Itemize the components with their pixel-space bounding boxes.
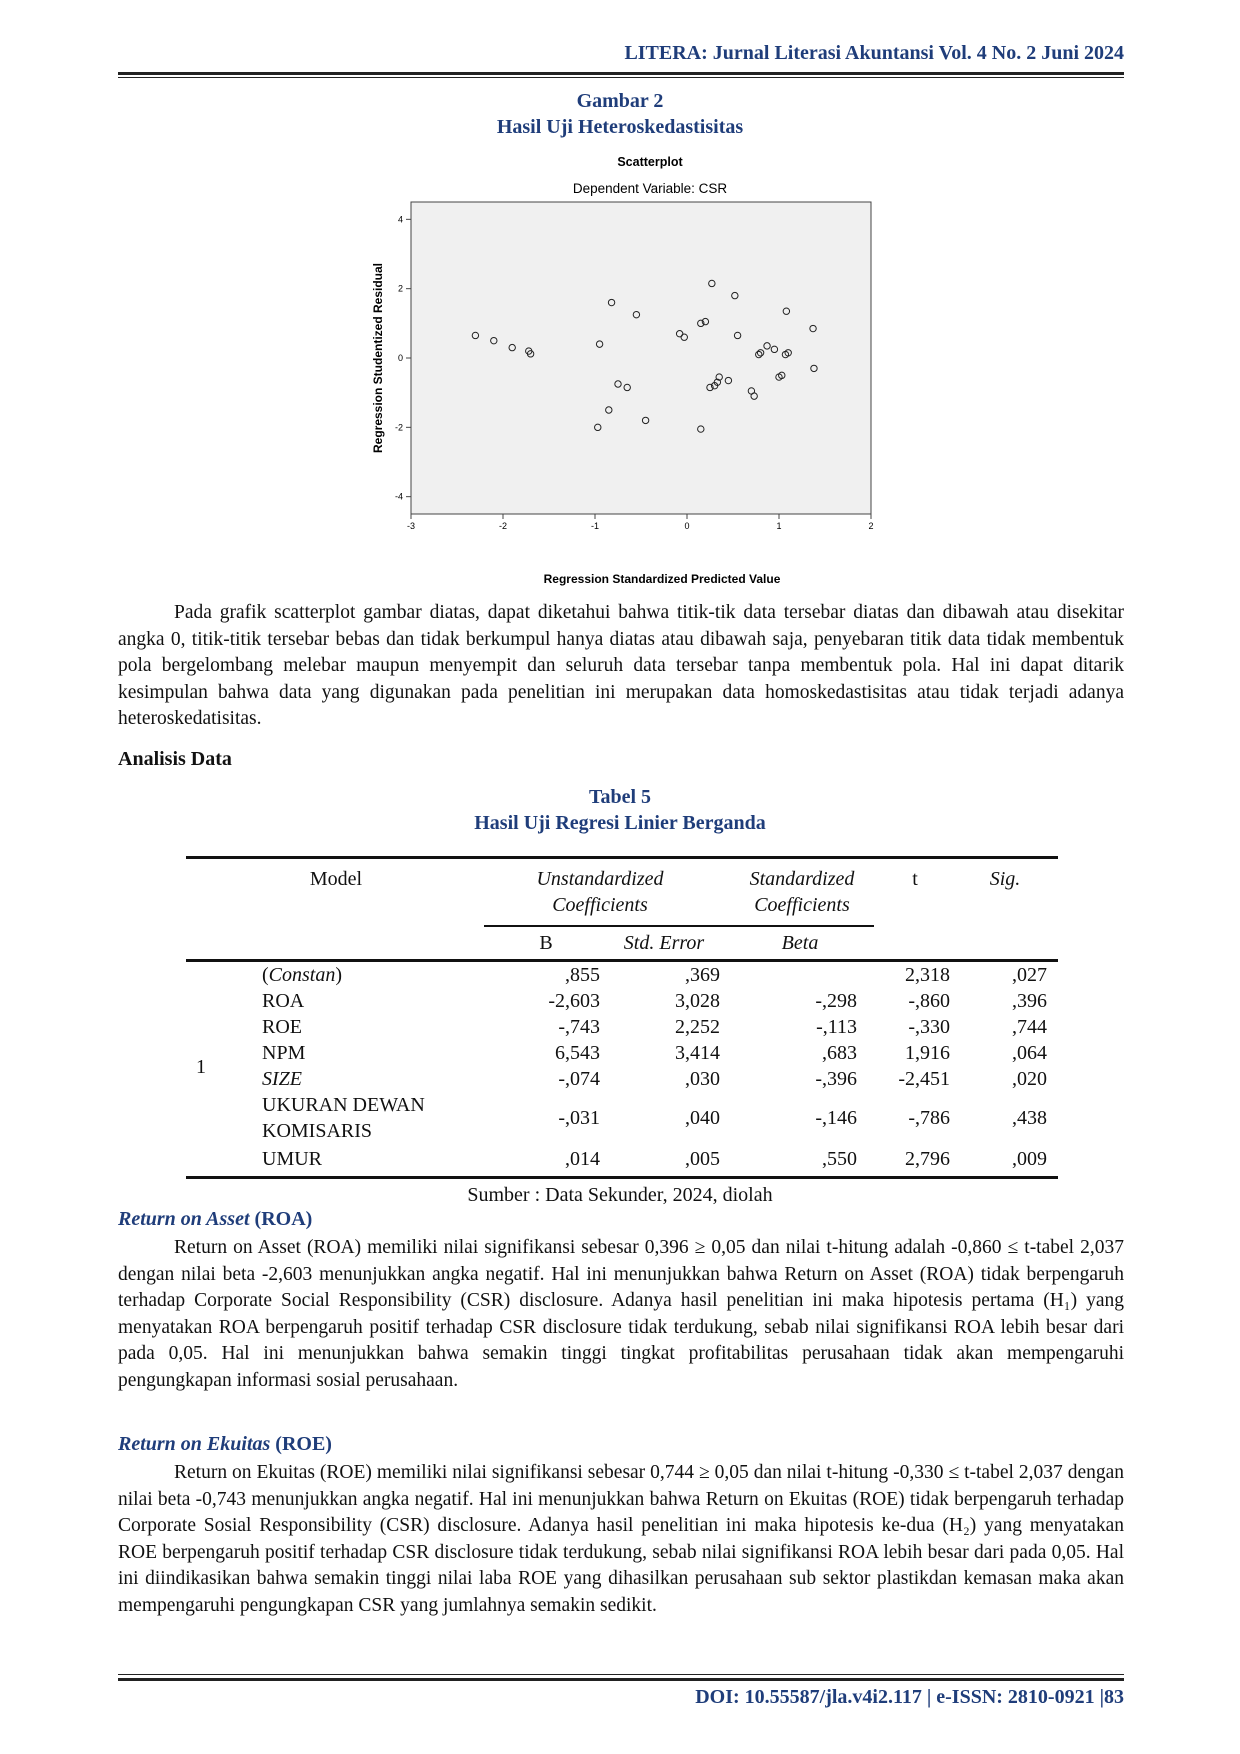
cell-t: 2,318 [905,964,950,986]
paragraph-roa: Return on Asset (ROA) memiliki nilai signifikansi sebesar 0,396 ≥ 0,05 dan nilai t-hitung adalah -0,860 ≤ t-tabel 2,037 dengan nilai beta -2,603 menunjukkan angka negatif. Hal ini menunjukkan bahwa Return on Asset (ROA) tidak berpengaruh terhadap Corporate Social Responsibility (CSR) disclosure. Adanya hasil penelitian ini maka hipotesis pertama (H₁) yang menyatakan ROA berpengaruh positif terhadap CSR disclosure tidak terdukung, sebab nilai signifikansi ROA lebih besar dari pada 0,05. Hal ini menunjukkan bahwa semakin tinggi tingkat profitabilitas perusahaan tidak akan mempengaruhi pengungkapan informasi sosial perusahaan. [118,1237,1124,1391]
cell-beta: -,113 [816,1016,857,1038]
chart-title: Scatterplot [617,155,683,169]
cell-se: ,030 [685,1068,720,1090]
th-std-error: Std. Error [623,932,705,954]
row-name-italic-part: Constan [268,964,336,986]
footer-doi: DOI: 10.55587/jla.v4i2.117 | e-ISSN: 2810-0921 |83 [695,1686,1124,1708]
y-tick-label: -2 [394,422,403,433]
cell-b: 6,543 [555,1042,600,1064]
x-tick-label: 1 [776,521,782,531]
table-rule-bottom [186,1176,1058,1179]
cell-t: -,860 [908,990,950,1012]
cell-t: -,330 [908,1016,950,1038]
th-model: Model [309,868,363,890]
model-number: 1 [196,1056,206,1078]
header-rule-thick [118,72,1124,75]
cell-b: ,014 [565,1148,600,1170]
row-name: SIZE [262,1068,302,1090]
journal-header: LITERA: Jurnal Literasi Akuntansi Vol. 4 No. 2 Juni 2024 [624,42,1124,64]
x-tick-label: -1 [590,521,600,531]
row-name: ROE [262,1016,302,1038]
chart-subtitle: Dependent Variable: CSR [572,181,728,196]
x-axis-label: Regression Standardized Predicted Value [543,572,781,586]
cell-t: -2,451 [898,1068,950,1090]
paragraph-roe: Return on Ekuitas (ROE) memiliki nilai signifikansi sebesar 0,744 ≥ 0,05 dan nilai t-hitung -0,330 ≤ t-tabel 2,037 dengan nilai beta -0,743 menunjukkan angka negatif. Hal ini menunjukkan bahwa Return on Ekuitas (ROE) tidak berpengaruh terhadap Corporate Sosial Responsibility (CSR) disclosure. Adanya hasil penelitian ini maka hipotesis ke-dua (H₂) yang menyatakan ROE berpengaruh positif terhadap CSR disclosure tidak terdukung, sebab nilai signifikansi ROA lebih besar dari pada 0,05. Hal ini diindikasikan bahwa semakin tinggi nilai laba ROE yang dihasilkan perusahaan sub sektor plastikdan kemasan maka akan mempengaruhi pengungkapan CSR yang jumlahnya semakin sedikit. [118,1462,1124,1616]
figure-number: Gambar 2 [576,90,664,112]
cell-sig: ,020 [1012,1068,1047,1090]
paragraph-scatterplot: Pada grafik scatterplot gambar diatas, dapat diketahui bahwa titik-tik data tersebar diatas dan dibawah atau disekitar angka 0, titik-titik tersebar bebas dan tidak berkumpul hanya diatas atau dibawah saja, penyebaran titik data tidak membentuk pola bergelombang melebar maupun menyempit dan seluruh data tersebar tanpa membentuk pola. Hal ini dapat ditarik kesimpulan bahwa data yang digunakan pada penelitian ini merupakan data homoskedastisitas atau tidak terjadi adanya heteroskedatisitas. [118,602,1124,729]
cell-sig: ,027 [1012,964,1047,986]
cell-beta: -,396 [815,1068,857,1090]
x-tick-label: 0 [684,521,690,531]
row-name: UKURAN DEWAN KOMISARIS [262,1094,425,1142]
th-t: t [912,868,918,890]
cell-b: -,743 [558,1016,600,1038]
row-name: (Constan) [262,964,343,986]
cell-beta: -,298 [815,990,857,1012]
table-title: Hasil Uji Regresi Linier Berganda [474,812,766,834]
heading-roa-italic: Return on Asset [118,1208,250,1230]
table-source: Sumber : Data Sekunder, 2024, diolah [467,1184,773,1206]
cell-b: -,031 [558,1107,600,1129]
cell-sig: ,009 [1012,1148,1047,1170]
y-tick-label: 0 [397,353,403,363]
plot-area [411,202,871,514]
footer-rule-thick [118,1678,1124,1681]
heading-roe [118,1433,332,1456]
cell-t: -,786 [908,1107,950,1129]
th-unstandardized: Unstandardized Coefficients [536,868,664,916]
x-tick-label: -2 [498,521,508,531]
cell-beta: -,146 [815,1107,857,1129]
row-name: NPM [262,1042,306,1064]
heading-roa-rest: (ROA) [249,1208,313,1230]
th-b: B [539,932,553,954]
cell-b: -,074 [558,1068,600,1090]
cell-beta: ,683 [822,1042,857,1064]
cell-se: ,040 [685,1107,720,1129]
heading-roe-rest: (ROE) [270,1433,332,1455]
cell-sig: ,396 [1012,990,1047,1012]
cell-se: 3,414 [675,1042,720,1064]
cell-se: ,369 [685,964,720,986]
heading-roa [118,1208,312,1231]
cell-beta: ,550 [822,1148,857,1170]
section-heading-analisis: Analisis Data [118,748,232,770]
figure-title: Hasil Uji Heteroskedastisitas [496,116,744,138]
cell-se: 3,028 [675,990,720,1012]
th-standardized: Standardized Coefficients [749,868,855,916]
y-tick-label: 4 [397,214,403,225]
row-name: UMUR [262,1148,323,1170]
cell-t: 1,916 [905,1042,950,1064]
cell-sig: ,438 [1012,1107,1047,1129]
cell-se: 2,252 [675,1016,720,1038]
header-rule-thin [118,77,1124,78]
footer-rule-thin [118,1674,1124,1675]
cell-b: ,855 [565,964,600,986]
cell-se: ,005 [685,1148,720,1170]
x-tick-label: 2 [868,521,874,531]
y-tick-label: 2 [397,283,403,294]
row-name: ROA [262,990,305,1012]
x-tick-label: -3 [406,521,416,531]
th-sig: Sig. [989,868,1021,890]
y-tick-label: -4 [394,491,403,502]
heading-roe-italic: Return on Ekuitas [118,1433,271,1455]
cell-sig: ,064 [1012,1042,1047,1064]
y-axis-label: Regression Studentized Residual [371,262,385,454]
scatterplot-chart [360,150,940,590]
cell-sig: ,744 [1012,1016,1047,1038]
table-rule-sub [484,925,874,927]
cell-b: -2,603 [548,990,600,1012]
th-beta: Beta [781,932,819,954]
table-rule-top [186,856,1058,859]
y-axis [395,214,411,501]
x-axis [407,514,874,531]
cell-t: 2,796 [905,1148,950,1170]
table-number: Tabel 5 [588,786,652,808]
